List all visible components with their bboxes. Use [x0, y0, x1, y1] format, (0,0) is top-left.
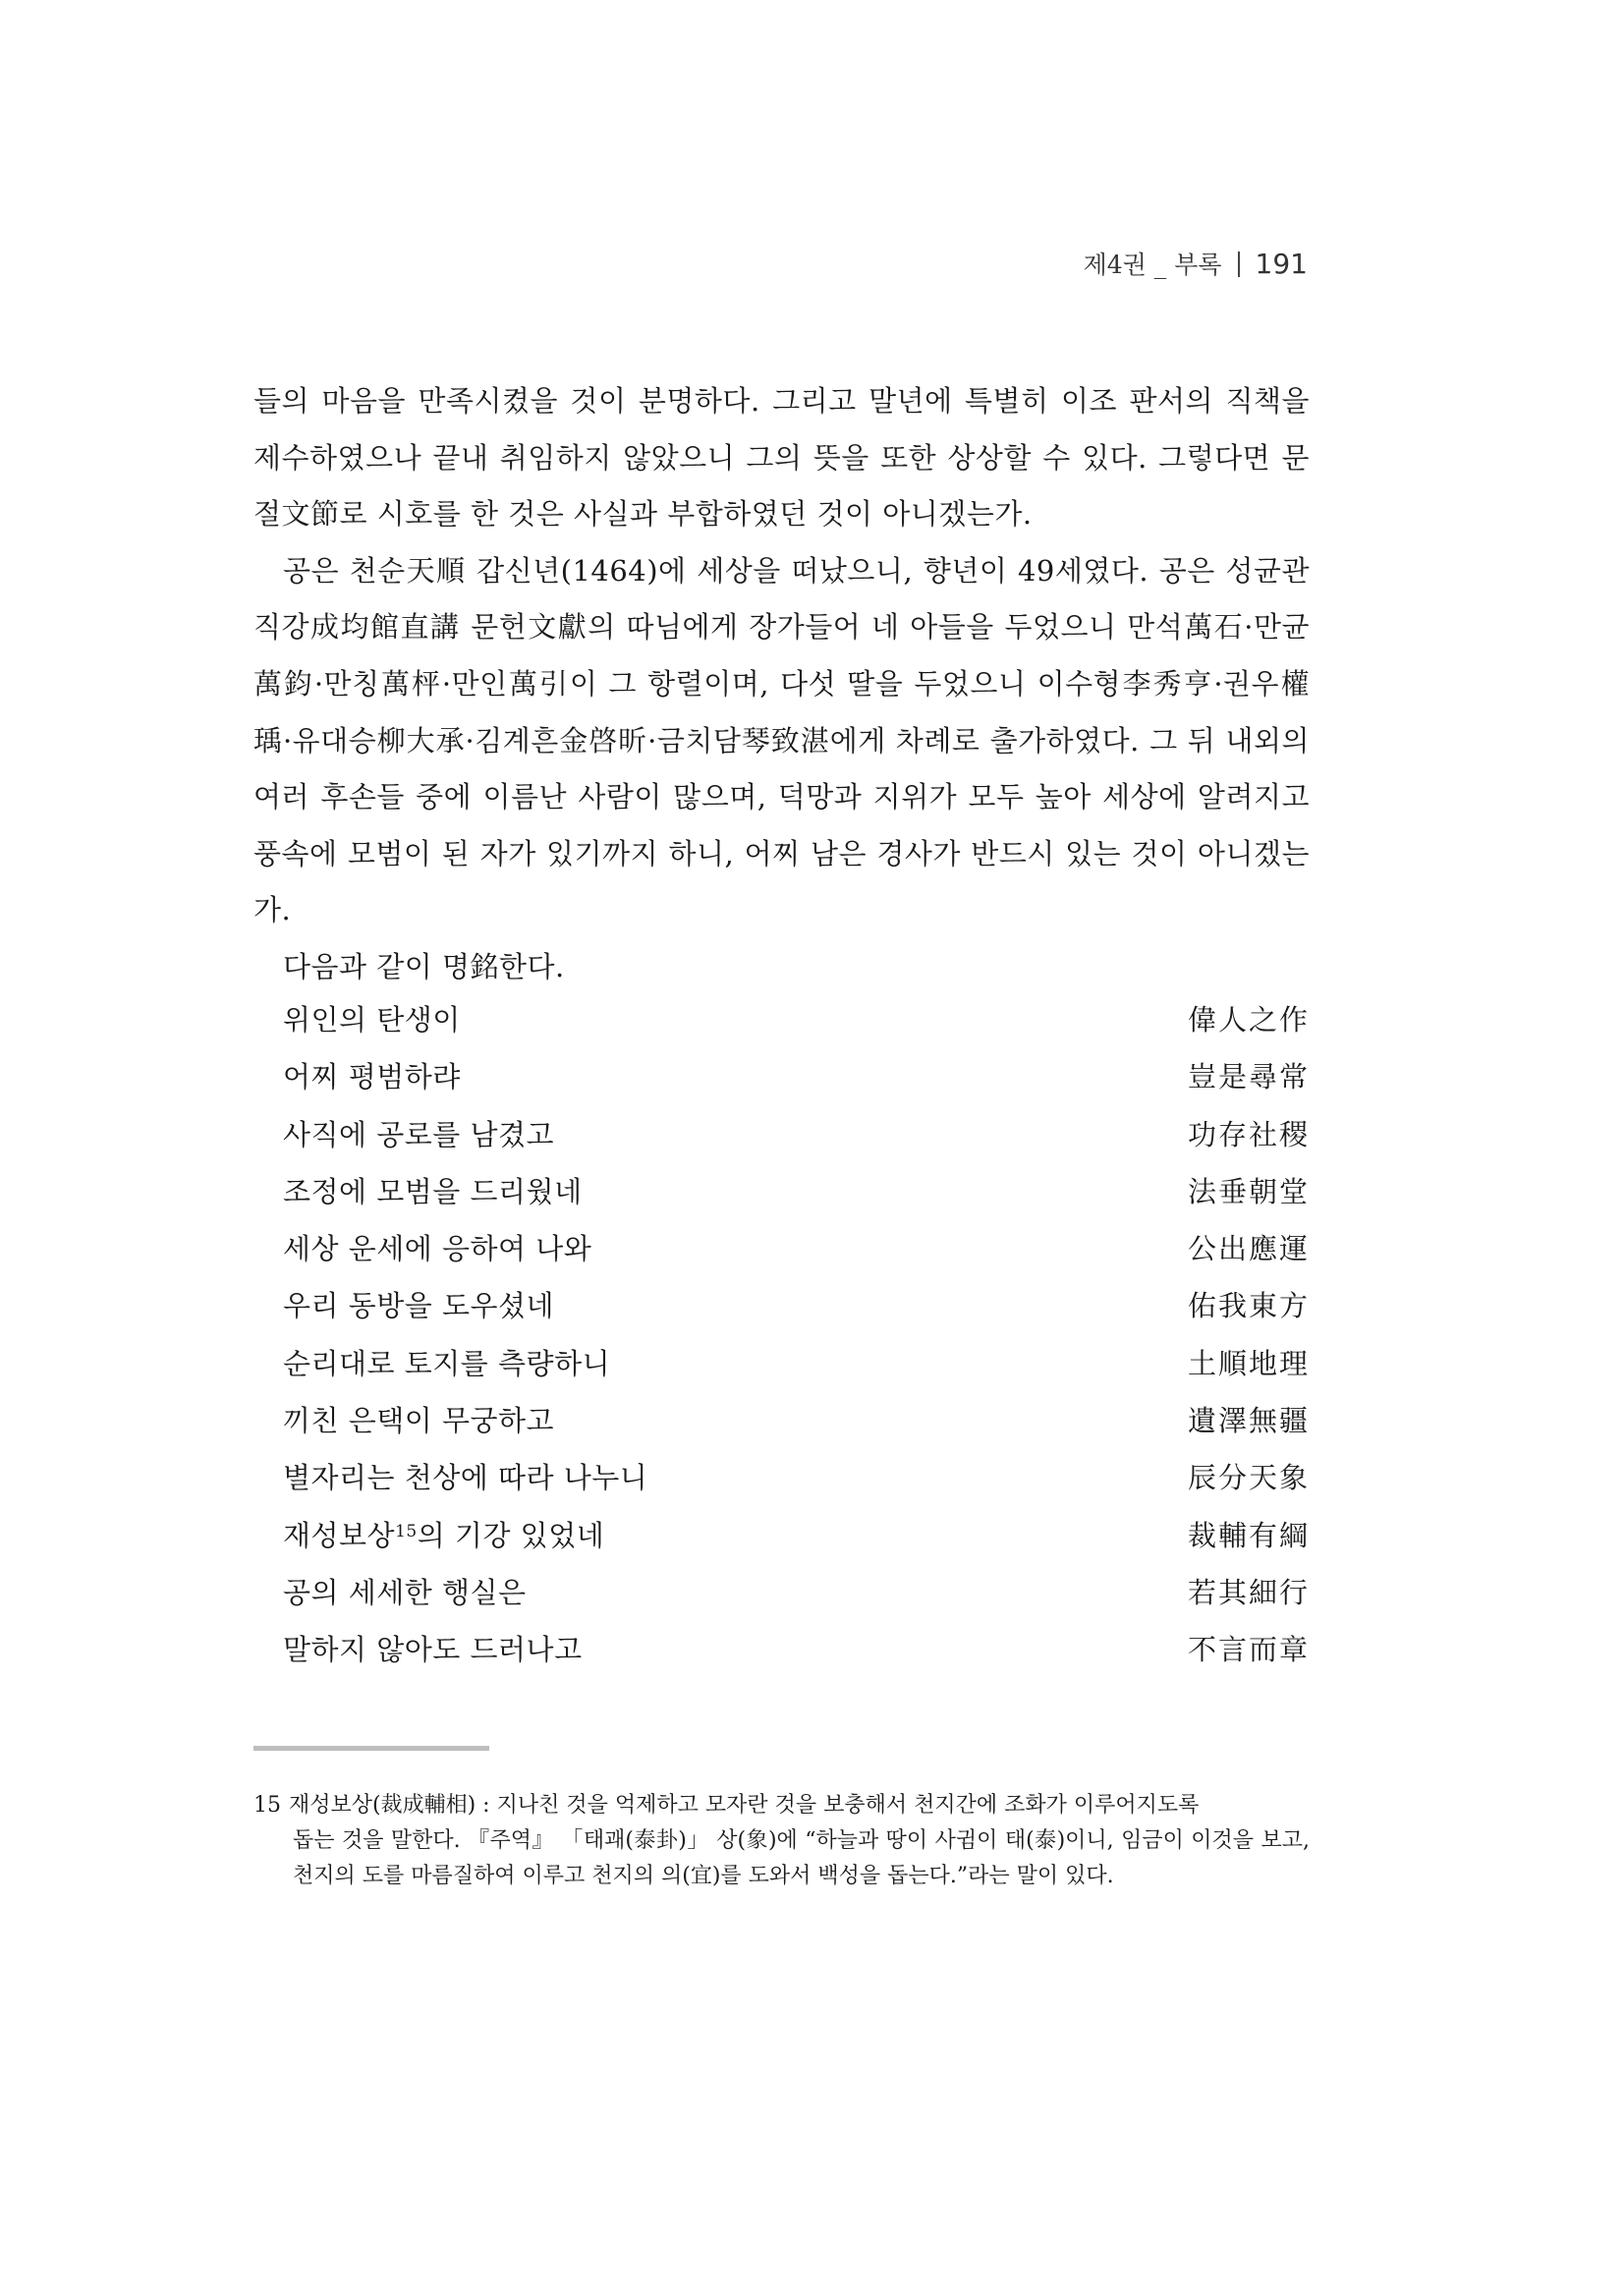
verse-line: [253, 1113, 1310, 1170]
verse-korean-part: 재성보상: [283, 1518, 396, 1552]
verse-korean: 위인의 탄생이: [283, 1003, 461, 1036]
verse-korean: 어찌 평범하랴: [283, 1060, 461, 1094]
running-title: 제4권 _ 부록: [1083, 251, 1222, 279]
paragraph-3: 다음과 같이 명銘한다.: [283, 949, 565, 983]
verse-korean: 말하지 않아도 드러나고: [283, 1633, 583, 1667]
verse-korean: 끼친 은택이 무궁하고: [283, 1404, 555, 1438]
footnote-reference[interactable]: 15: [395, 1521, 418, 1541]
verse-hanja: 公出應運: [1187, 1232, 1310, 1266]
verse-hanja: 不言而章: [1187, 1633, 1310, 1667]
footnote-first-line: [253, 1788, 1310, 1823]
paragraph-1: 들의 마음을 만족시켰을 것이 분명하다. 그리고 말년에 특별히 이조 판서의 직책을 제수하였으나 끝내 취임하지 않았으니 그의 뜻을 또한 상상할 수 있다. 그렇다면 문절文節로 시호를 한 것은 사실과 부합하였던 것이 아니겠는가.: [253, 384, 1310, 532]
verse-line: [253, 1227, 1310, 1284]
main-text: [253, 373, 1310, 996]
footnote: [253, 1788, 1310, 1894]
verse-hanja: 功存社稷: [1187, 1117, 1310, 1151]
verse-hanja: 法垂朝堂: [1187, 1174, 1310, 1208]
verse-hanja: 佑我東方: [1187, 1289, 1310, 1323]
verse-line: [253, 1284, 1310, 1341]
verse-korean: 조정에 모범을 드리웠네: [283, 1174, 583, 1208]
verse-hanja: 裁輔有綱: [1187, 1518, 1310, 1552]
verse-line: [253, 1055, 1310, 1112]
verse-line: [253, 1571, 1310, 1628]
verse-line: [253, 1170, 1310, 1227]
footnote-text-rest: 돕는 것을 말한다. 『주역』 「태괘(泰卦)」 상(象)에 “하늘과 땅이 사귐이 태(泰)이니, 임금이 이것을 보고, 천지의 도를 마름질하여 이루고 천지의 의(宜)를 도와서 백성을 돕는다.”라는 말이 있다.: [293, 1828, 1310, 1888]
page-number: 191: [1255, 248, 1308, 280]
verse-korean: 사직에 공로를 남겼고: [283, 1117, 555, 1151]
footnote-text-line1: 재성보상(裁成輔相) : 지나친 것을 억제하고 모자란 것을 보충해서 천지간에 조화가 이루어지도록: [289, 1793, 1200, 1818]
footnote-number: 15: [253, 1793, 281, 1818]
verse-line: [253, 1342, 1310, 1399]
verse-korean: 우리 동방을 도우셨네: [283, 1289, 555, 1323]
verse-korean: 순리대로 토지를 측량하니: [283, 1346, 611, 1380]
verse-line: [253, 1456, 1310, 1513]
inscription-verse: [253, 998, 1310, 1686]
verse-korean: 별자리는 천상에 따라 나누니: [283, 1461, 648, 1495]
footnote-divider: [253, 1746, 489, 1751]
verse-hanja: 土順地理: [1187, 1346, 1310, 1380]
verse-hanja: 遺澤無疆: [1187, 1404, 1310, 1438]
paragraph-2: 공은 천순天順 갑신년(1464)에 세상을 떠났으니, 향년이 49세였다. 공은 성균관직강成均館直講 문헌文獻의 따님에게 장가들어 네 아들을 두었으니 만석萬石·만균萬鈞·만칭萬枰·만인萬引이 그 항렬이며, 다섯 딸을 두었으니 이수형李秀亨·권우權瑀·유대승柳大承·김계흔金啓昕·금치담琴致湛에게 차례로 출가하였다. 그 뒤 내외의 여러 후손들 중에 이름난 사람이 많으며, 덕망과 지위가 모두 높아 세상에 알려지고 풍속에 모범이 된 자가 있기까지 하니, 어찌 남은 경사가 반드시 있는 것이 아니겠는가.: [253, 553, 1310, 927]
verse-line: [253, 998, 1310, 1055]
verse-korean: 공의 세세한 행실은: [283, 1575, 527, 1609]
verse-korean: [253, 1514, 604, 1554]
verse-korean-part: 의 기강 있었네: [417, 1518, 605, 1552]
verse-hanja: 偉人之作: [1187, 1003, 1310, 1036]
verse-korean: 세상 운세에 응하여 나와: [283, 1232, 592, 1266]
verse-line: [253, 1628, 1310, 1685]
running-header: [1084, 246, 1308, 281]
verse-hanja: 豈是尋常: [1187, 1060, 1310, 1094]
verse-line: [253, 1514, 1310, 1571]
verse-line: [253, 1399, 1310, 1456]
verse-hanja: 若其細行: [1187, 1575, 1310, 1609]
verse-hanja: 辰分天象: [1187, 1461, 1310, 1495]
header-divider: [1238, 252, 1240, 277]
